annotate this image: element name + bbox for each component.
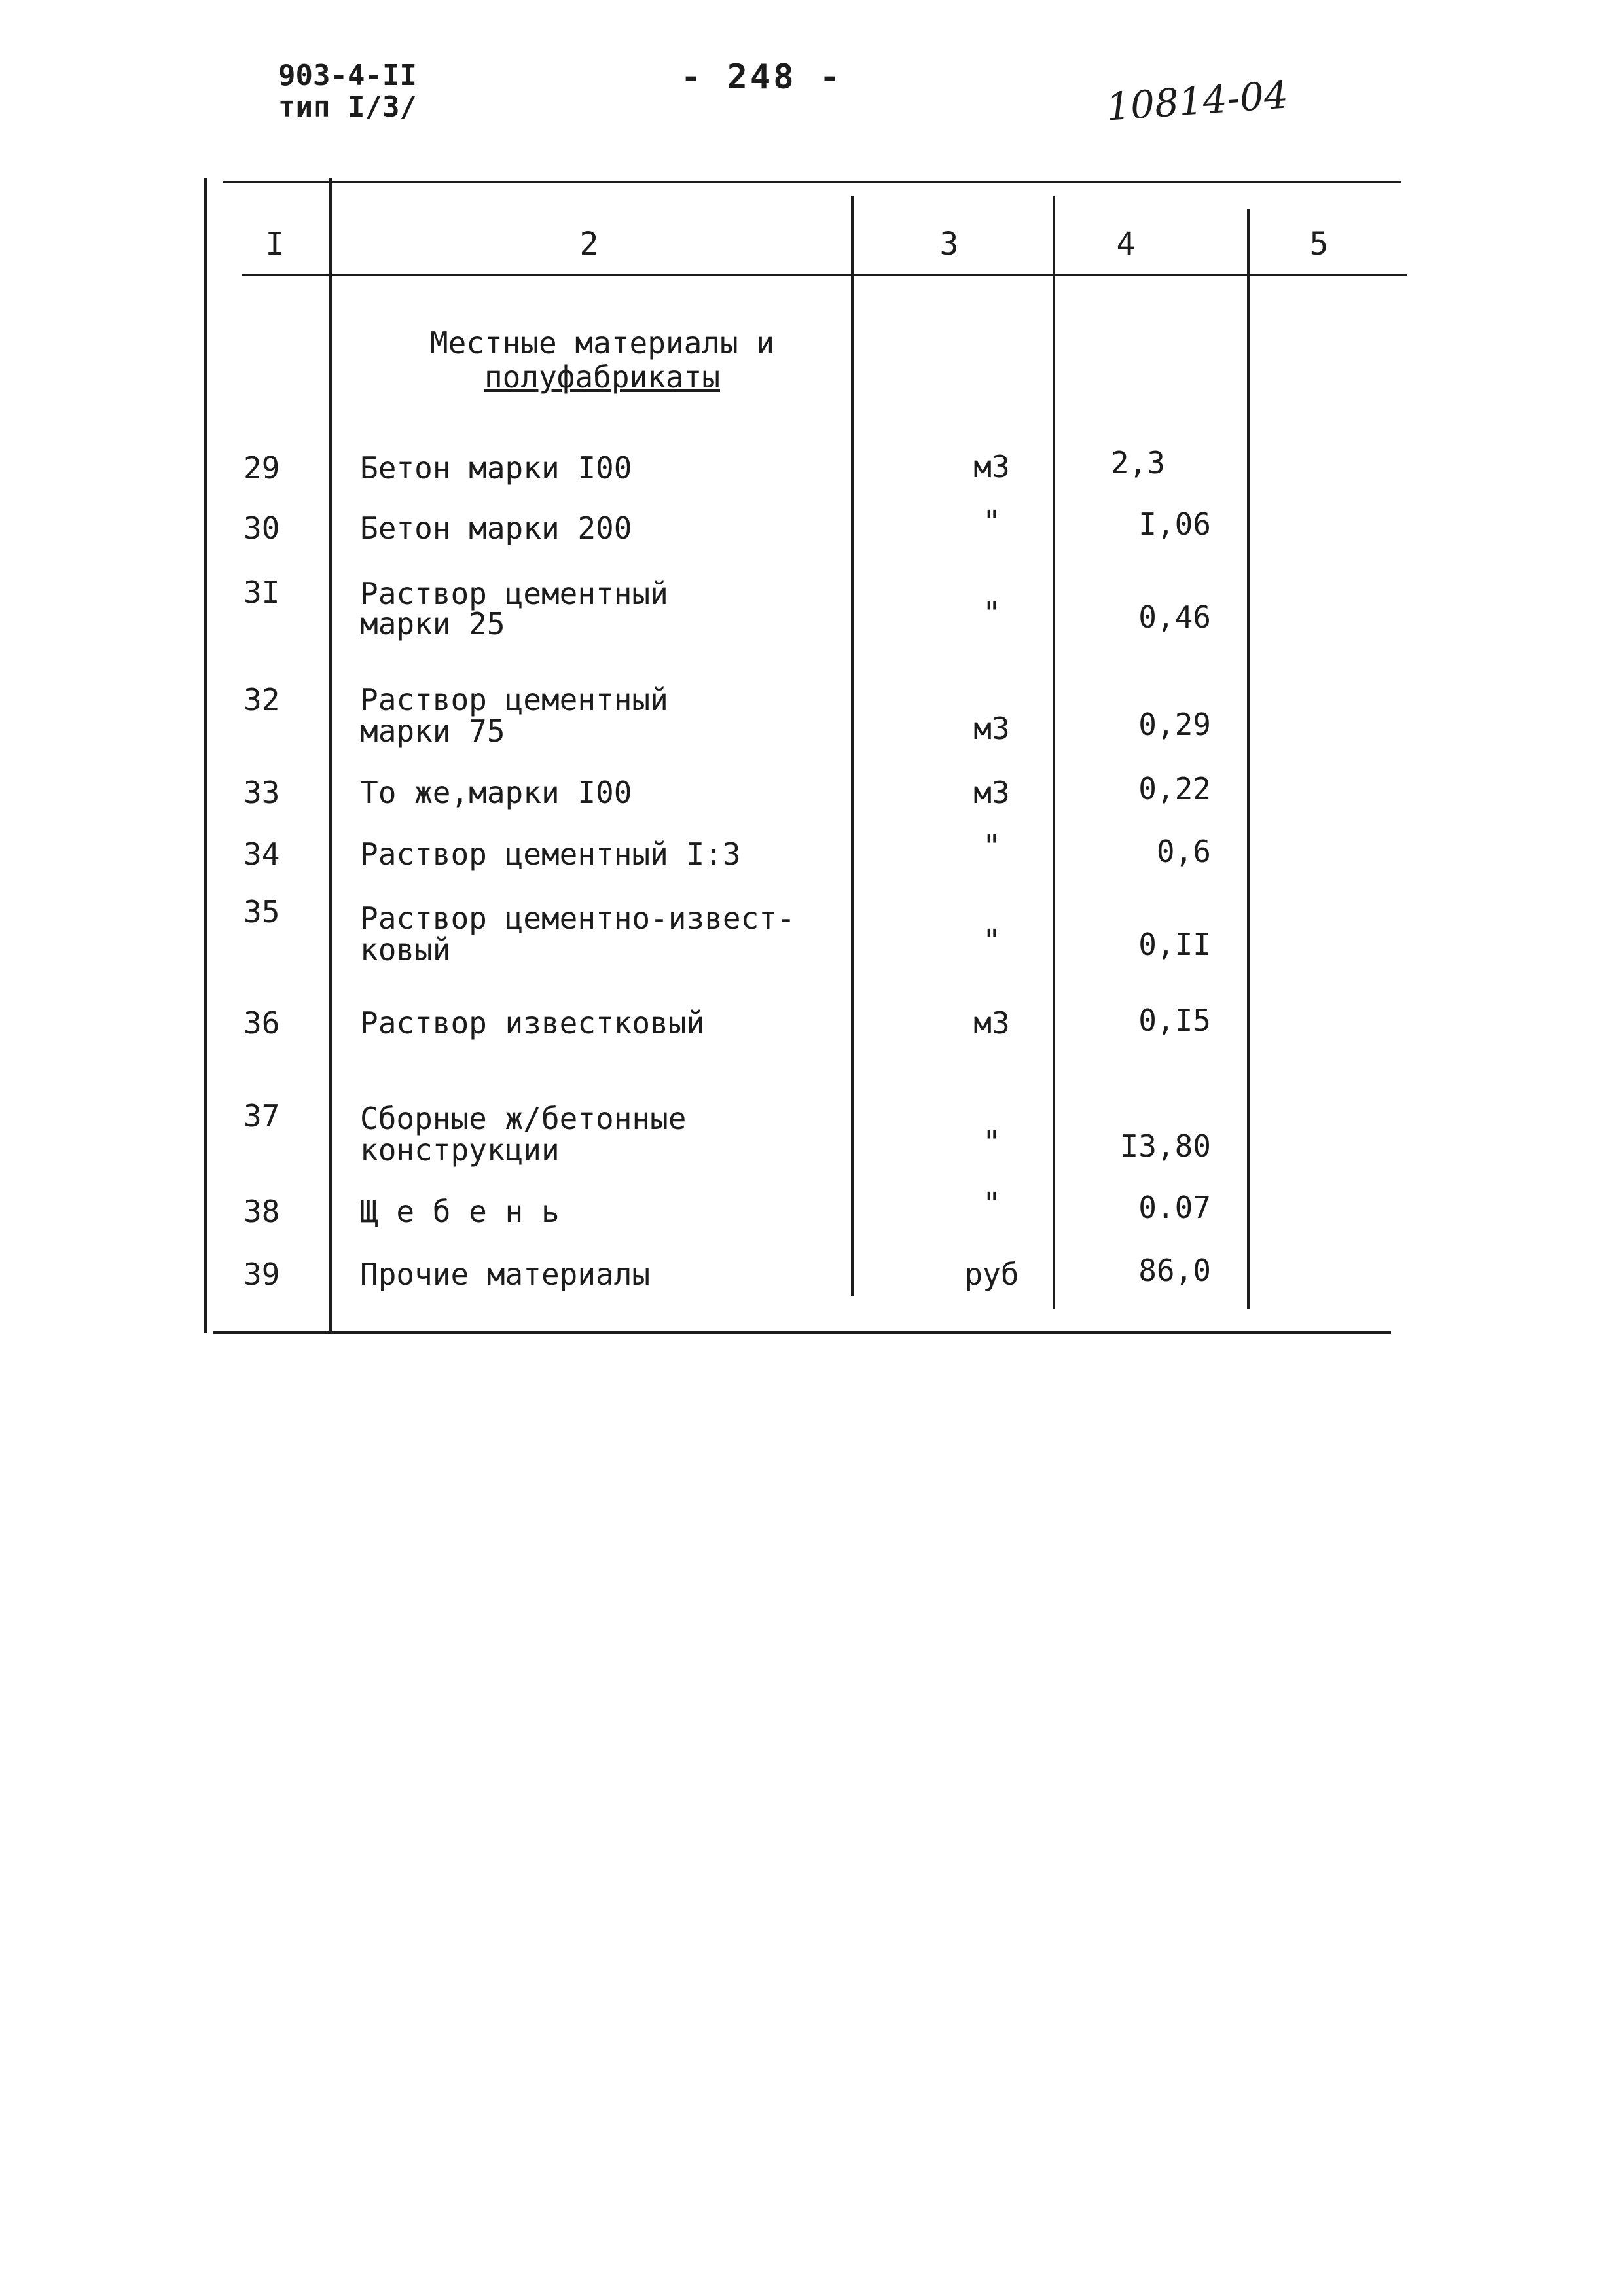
row-39-unit: руб — [964, 1257, 1019, 1292]
row-37-number: 37 — [244, 1098, 280, 1134]
header-bottom-rule — [242, 274, 1407, 276]
row-29-number: 29 — [244, 450, 280, 486]
row-37-name-line1: Сборные ж/бетонные — [360, 1101, 687, 1136]
row-35-unit: " — [983, 923, 1001, 958]
row-36-number: 36 — [244, 1005, 280, 1041]
col-header-1: I — [265, 226, 285, 262]
handwritten-number: 10814-04 — [1104, 72, 1290, 130]
row-39-number: 39 — [244, 1257, 280, 1292]
col-header-2: 2 — [579, 226, 599, 262]
row-29-qty: 2,3 — [1110, 445, 1165, 480]
row-29-name: Бетон марки I00 — [360, 450, 632, 486]
row-37-unit: " — [983, 1124, 1001, 1160]
table-left-border — [204, 178, 207, 1333]
col-divider-4 — [1247, 209, 1250, 1309]
row-32-name-line1: Раствор цементный — [360, 682, 668, 717]
row-34-name: Раствор цементный I:3 — [360, 836, 741, 872]
row-31-name-line1: Раствор цементный — [360, 576, 668, 611]
page-number: - 248 - — [681, 58, 843, 97]
row-37-qty: I3,80 — [1120, 1128, 1211, 1164]
row-35-number: 35 — [244, 894, 280, 929]
row-30-unit: " — [983, 504, 1001, 539]
document-code-line2: тип I/3/ — [278, 90, 417, 124]
row-32-unit: м3 — [973, 711, 1010, 746]
row-36-qty: 0,I5 — [1138, 1003, 1211, 1038]
col-header-4: 4 — [1116, 226, 1136, 262]
row-34-qty: 0,6 — [1156, 834, 1211, 869]
row-32-qty: 0,29 — [1138, 707, 1211, 742]
col-header-3: 3 — [939, 226, 959, 262]
row-33-qty: 0,22 — [1138, 771, 1211, 806]
row-37-name-line2: конструкции — [360, 1132, 560, 1168]
row-38-number: 38 — [244, 1194, 280, 1229]
col-header-5: 5 — [1309, 226, 1329, 262]
row-35-qty: 0,II — [1138, 927, 1211, 962]
row-30-name: Бетон марки 200 — [360, 511, 632, 546]
row-33-number: 33 — [244, 775, 280, 810]
row-32-number: 32 — [244, 682, 280, 717]
row-36-name: Раствор известковый — [360, 1005, 705, 1041]
section-title-line2: полуфабрикаты — [484, 359, 721, 395]
row-31-number: 3I — [244, 575, 280, 610]
row-34-unit: " — [983, 829, 1001, 864]
row-38-name: Щ е б е н ь — [360, 1194, 560, 1229]
row-36-unit: м3 — [973, 1005, 1010, 1041]
row-38-qty: 0.07 — [1138, 1190, 1211, 1225]
table-bottom-rule — [213, 1331, 1391, 1334]
row-35-name-line1: Раствор цементно-извест- — [360, 901, 795, 936]
document-code-line1: 903-4-II — [278, 59, 417, 92]
section-title — [393, 326, 812, 394]
row-31-unit: " — [983, 596, 1001, 631]
row-31-qty: 0,46 — [1138, 600, 1211, 635]
row-35-name-line2: ковый — [360, 932, 451, 967]
col-divider-1 — [329, 178, 332, 1333]
col-divider-2 — [851, 196, 854, 1296]
document-code — [278, 60, 417, 123]
section-title-line1: Местные материалы и — [429, 325, 775, 361]
row-39-name: Прочие материалы — [360, 1257, 651, 1292]
row-30-number: 30 — [244, 511, 280, 546]
row-31-name-line2: марки 25 — [360, 606, 505, 641]
row-38-unit: " — [983, 1186, 1001, 1221]
row-39-qty: 86,0 — [1138, 1253, 1211, 1288]
row-33-name: То же,марки I00 — [360, 775, 632, 810]
table-top-rule — [223, 181, 1401, 183]
row-29-unit: м3 — [973, 449, 1010, 484]
row-32-name-line2: марки 75 — [360, 713, 505, 749]
row-34-number: 34 — [244, 836, 280, 872]
row-30-qty: I,06 — [1138, 507, 1211, 542]
row-33-unit: м3 — [973, 775, 1010, 810]
